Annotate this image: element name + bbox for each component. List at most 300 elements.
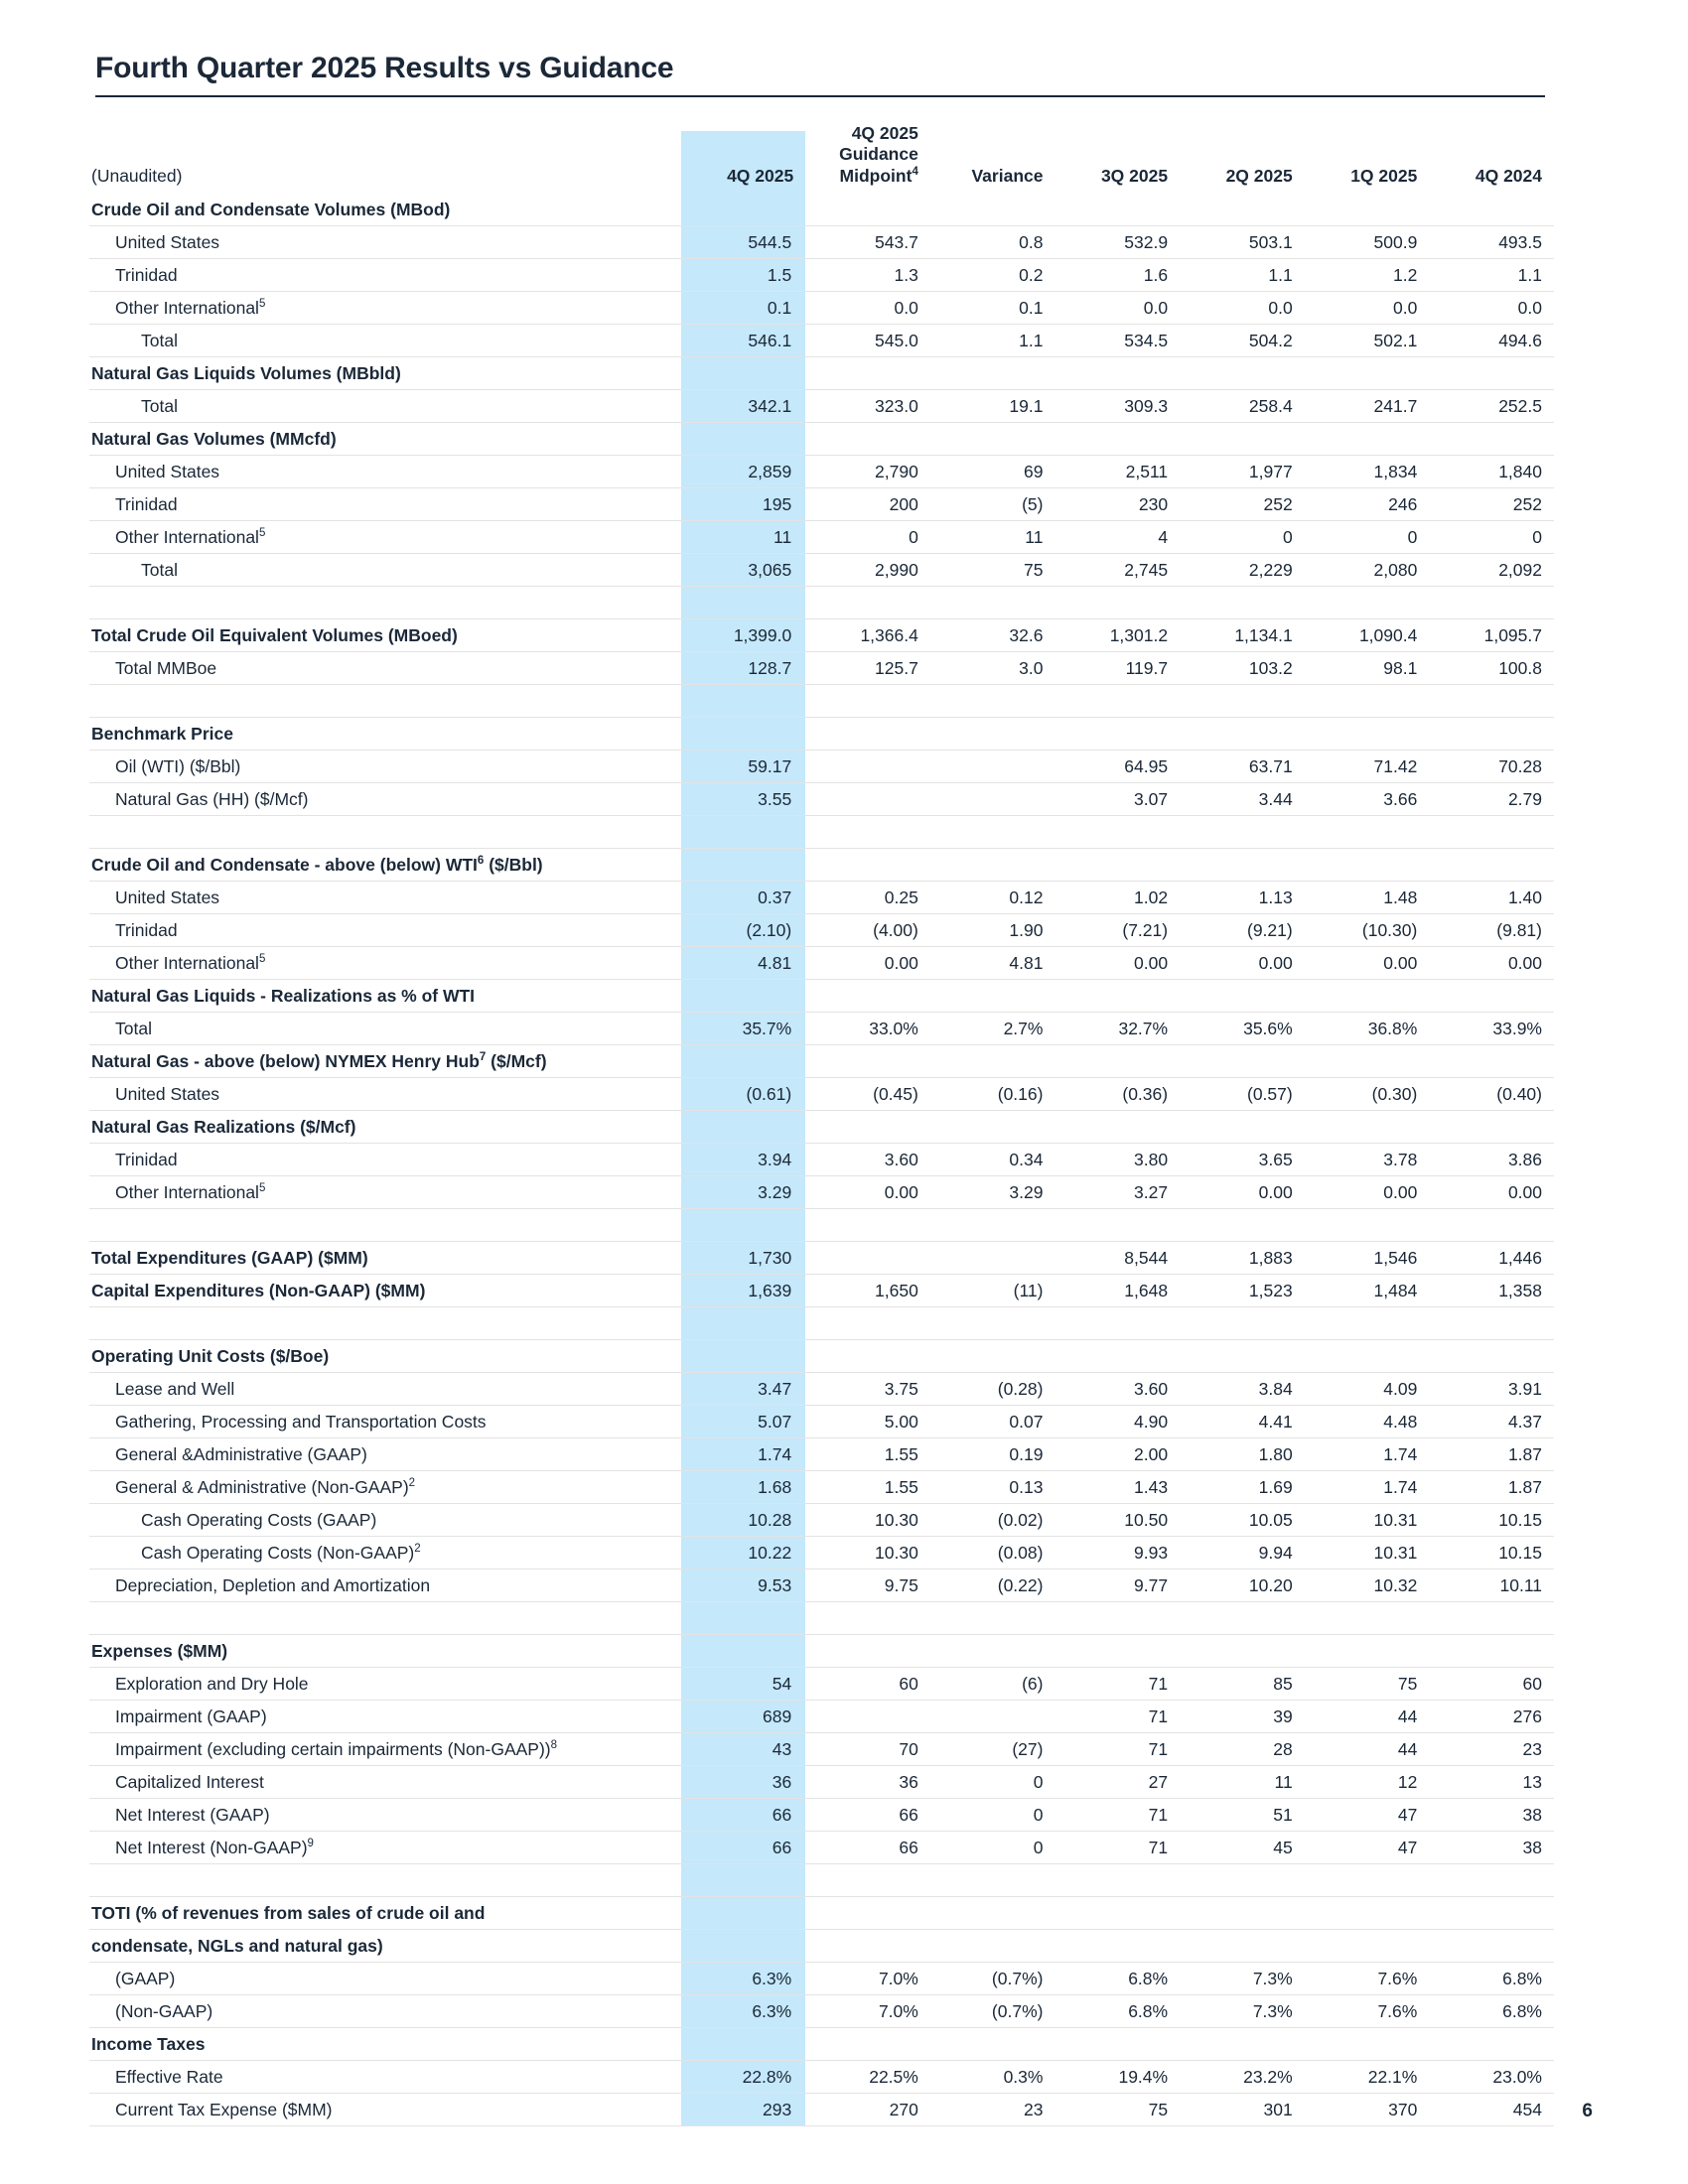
cell-value: 2,990 bbox=[805, 554, 930, 587]
cell-value: 0.1 bbox=[930, 292, 1055, 325]
unaudited-label: (Unaudited) bbox=[91, 165, 183, 186]
cell-value: 502.1 bbox=[1305, 325, 1430, 357]
cell-value: 7.6% bbox=[1305, 1995, 1430, 2028]
cell-value: (0.40) bbox=[1429, 1078, 1554, 1111]
cell-value: 10.28 bbox=[681, 1504, 806, 1537]
row-label: Income Taxes bbox=[89, 2028, 681, 2061]
col-header-2q2025-l3: 2Q 2025 bbox=[1225, 165, 1293, 186]
row-label: Natural Gas Liquids Volumes (MBbld) bbox=[89, 357, 681, 390]
col-header-variance bbox=[930, 121, 1055, 194]
cell-value: 128.7 bbox=[681, 652, 806, 685]
cell-value: 1,484 bbox=[1305, 1275, 1430, 1307]
cell-value bbox=[1429, 849, 1554, 882]
cell-value: 6.3% bbox=[681, 1963, 806, 1995]
cell-value: 4.48 bbox=[1305, 1406, 1430, 1438]
cell-value bbox=[930, 751, 1055, 783]
cell-value: 2,859 bbox=[681, 456, 806, 488]
cell-value: 8,544 bbox=[1055, 1242, 1180, 1275]
table-row bbox=[89, 882, 1554, 914]
cell-value: 1,358 bbox=[1429, 1275, 1554, 1307]
col-header-midpoint-l1: 4Q 2025 bbox=[851, 123, 918, 143]
cell-value: 1,730 bbox=[681, 1242, 806, 1275]
cell-value: 103.2 bbox=[1180, 652, 1305, 685]
cell-value: 2,745 bbox=[1055, 554, 1180, 587]
cell-value: 3.94 bbox=[681, 1144, 806, 1176]
cell-value: 0.8 bbox=[930, 226, 1055, 259]
cell-value: 1.3 bbox=[805, 259, 930, 292]
table-row bbox=[89, 1930, 1554, 1963]
cell-value bbox=[1429, 423, 1554, 456]
cell-value: (7.21) bbox=[1055, 914, 1180, 947]
cell-value: 32.7% bbox=[1055, 1013, 1180, 1045]
cell-value: 0 bbox=[1429, 521, 1554, 554]
cell-value: 1.55 bbox=[805, 1471, 930, 1504]
cell-value: 1,977 bbox=[1180, 456, 1305, 488]
cell-value: 1,399.0 bbox=[681, 619, 806, 652]
footnote-marker: 9 bbox=[307, 1838, 314, 1850]
row-label: Net Interest (GAAP) bbox=[89, 1799, 681, 1832]
cell-value: 10.20 bbox=[1180, 1570, 1305, 1602]
row-label: United States bbox=[89, 1078, 681, 1111]
cell-value: 252.5 bbox=[1429, 390, 1554, 423]
cell-value: 2.7% bbox=[930, 1013, 1055, 1045]
footnote-marker: 5 bbox=[258, 298, 266, 311]
cell-value bbox=[1305, 1635, 1430, 1668]
cell-value: (10.30) bbox=[1305, 914, 1430, 947]
cell-value: 3.80 bbox=[1055, 1144, 1180, 1176]
cell-value bbox=[1429, 1111, 1554, 1144]
cell-value: 0.34 bbox=[930, 1144, 1055, 1176]
col-header-4q2024 bbox=[1429, 121, 1554, 194]
row-label: Crude Oil and Condensate - above (below) WTI$^6$ ($/Bbl) bbox=[89, 849, 681, 882]
cell-value bbox=[1305, 718, 1430, 751]
cell-value: 10.31 bbox=[1305, 1537, 1430, 1570]
cell-value bbox=[1180, 1111, 1305, 1144]
spacer-cell bbox=[89, 1209, 1554, 1242]
cell-value: 9.93 bbox=[1055, 1537, 1180, 1570]
cell-value: 10.32 bbox=[1305, 1570, 1430, 1602]
cell-value: (0.61) bbox=[681, 1078, 806, 1111]
row-label-suffix: ($/Mcf) bbox=[486, 1051, 547, 1072]
cell-value bbox=[1055, 1897, 1180, 1930]
cell-value: 7.3% bbox=[1180, 1963, 1305, 1995]
row-label: Natural Gas Realizations ($/Mcf) bbox=[89, 1111, 681, 1144]
cell-value: (9.81) bbox=[1429, 914, 1554, 947]
cell-value: 23.0% bbox=[1429, 2061, 1554, 2094]
guidance-table-container bbox=[89, 121, 1554, 2126]
cell-value: 0.12 bbox=[930, 882, 1055, 914]
cell-value: 60 bbox=[1429, 1668, 1554, 1701]
row-label: Oil (WTI) ($/Bbl) bbox=[89, 751, 681, 783]
col-header-midpoint-text: Midpoint bbox=[839, 165, 913, 186]
cell-value: 230 bbox=[1055, 488, 1180, 521]
cell-value bbox=[1305, 849, 1430, 882]
table-spacer-row bbox=[89, 587, 1554, 619]
row-label: Natural Gas - above (below) NYMEX Henry Hub$^7$ ($/Mcf) bbox=[89, 1045, 681, 1078]
row-label: Natural Gas (HH) ($/Mcf) bbox=[89, 783, 681, 816]
spacer-cell bbox=[89, 816, 1554, 849]
cell-value: 5.07 bbox=[681, 1406, 806, 1438]
cell-value: 2,511 bbox=[1055, 456, 1180, 488]
cell-value: 11 bbox=[1180, 1766, 1305, 1799]
cell-value bbox=[1305, 423, 1430, 456]
cell-value: 195 bbox=[681, 488, 806, 521]
row-label: United States bbox=[89, 226, 681, 259]
cell-value bbox=[1305, 1111, 1430, 1144]
spacer-cell bbox=[89, 1307, 1554, 1340]
cell-value bbox=[1429, 1897, 1554, 1930]
table-row bbox=[89, 390, 1554, 423]
cell-value bbox=[930, 1111, 1055, 1144]
cell-value: 22.5% bbox=[805, 2061, 930, 2094]
cell-value bbox=[681, 194, 806, 226]
cell-value: 10.15 bbox=[1429, 1504, 1554, 1537]
row-label: Capitalized Interest bbox=[89, 1766, 681, 1799]
cell-value: 66 bbox=[805, 1799, 930, 1832]
cell-value: 19.4% bbox=[1055, 2061, 1180, 2094]
row-label: Other International$^5$ bbox=[89, 947, 681, 980]
col-header-4q2025-l3: 4Q 2025 bbox=[727, 165, 794, 186]
cell-value: 13 bbox=[1429, 1766, 1554, 1799]
cell-value bbox=[681, 357, 806, 390]
cell-value bbox=[1429, 1340, 1554, 1373]
cell-value: 5.00 bbox=[805, 1406, 930, 1438]
table-spacer-row bbox=[89, 1307, 1554, 1340]
table-row bbox=[89, 914, 1554, 947]
cell-value: 66 bbox=[805, 1832, 930, 1864]
table-row bbox=[89, 292, 1554, 325]
cell-value: 11 bbox=[930, 521, 1055, 554]
cell-value: 323.0 bbox=[805, 390, 930, 423]
table-row bbox=[89, 194, 1554, 226]
cell-value bbox=[681, 423, 806, 456]
cell-value: 69 bbox=[930, 456, 1055, 488]
cell-value bbox=[1429, 1045, 1554, 1078]
title-divider bbox=[95, 95, 1545, 97]
row-label: Gathering, Processing and Transportation Costs bbox=[89, 1406, 681, 1438]
spacer-cell bbox=[89, 685, 1554, 718]
cell-value bbox=[805, 1242, 930, 1275]
table-row bbox=[89, 1832, 1554, 1864]
cell-value: 1.2 bbox=[1305, 259, 1430, 292]
cell-value: 75 bbox=[1305, 1668, 1430, 1701]
cell-value: 2,080 bbox=[1305, 554, 1430, 587]
cell-value bbox=[1305, 980, 1430, 1013]
cell-value: 0.07 bbox=[930, 1406, 1055, 1438]
cell-value: 3.44 bbox=[1180, 783, 1305, 816]
table-row bbox=[89, 1733, 1554, 1766]
cell-value: 1.74 bbox=[1305, 1438, 1430, 1471]
cell-value: 0.0 bbox=[1055, 292, 1180, 325]
cell-value: 1.87 bbox=[1429, 1471, 1554, 1504]
cell-value: 3.29 bbox=[930, 1176, 1055, 1209]
cell-value bbox=[1180, 1930, 1305, 1963]
cell-value: 64.95 bbox=[1055, 751, 1180, 783]
table-row bbox=[89, 947, 1554, 980]
cell-value: 1,650 bbox=[805, 1275, 930, 1307]
cell-value bbox=[1055, 849, 1180, 882]
cell-value: 4.37 bbox=[1429, 1406, 1554, 1438]
table-row bbox=[89, 619, 1554, 652]
cell-value: 22.1% bbox=[1305, 2061, 1430, 2094]
cell-value: 6.8% bbox=[1429, 1963, 1554, 1995]
cell-value: 51 bbox=[1180, 1799, 1305, 1832]
cell-value: 4.90 bbox=[1055, 1406, 1180, 1438]
cell-value: 4.41 bbox=[1180, 1406, 1305, 1438]
cell-value: 71 bbox=[1055, 1701, 1180, 1733]
footnote-marker: 5 bbox=[258, 953, 266, 966]
row-label: Net Interest (Non-GAAP)$^9$ bbox=[89, 1832, 681, 1864]
cell-value: 35.7% bbox=[681, 1013, 806, 1045]
table-row bbox=[89, 521, 1554, 554]
table-row bbox=[89, 1537, 1554, 1570]
cell-value bbox=[1180, 357, 1305, 390]
cell-value: 270 bbox=[805, 2094, 930, 2126]
cell-value: 3.29 bbox=[681, 1176, 806, 1209]
cell-value: 0 bbox=[1305, 521, 1430, 554]
cell-value: (9.21) bbox=[1180, 914, 1305, 947]
cell-value: 36 bbox=[805, 1766, 930, 1799]
table-body bbox=[89, 194, 1554, 2126]
cell-value: 1,546 bbox=[1305, 1242, 1430, 1275]
cell-value bbox=[1180, 980, 1305, 1013]
cell-value bbox=[1055, 980, 1180, 1013]
cell-value bbox=[930, 423, 1055, 456]
cell-value: 98.1 bbox=[1305, 652, 1430, 685]
row-label: Capital Expenditures (Non-GAAP) ($MM) bbox=[89, 1275, 681, 1307]
cell-value bbox=[930, 1635, 1055, 1668]
cell-value: 10.05 bbox=[1180, 1504, 1305, 1537]
cell-value: 1.69 bbox=[1180, 1471, 1305, 1504]
table-row bbox=[89, 1668, 1554, 1701]
cell-value: 125.7 bbox=[805, 652, 930, 685]
row-label: (GAAP) bbox=[89, 1963, 681, 1995]
cell-value: 0.00 bbox=[1180, 947, 1305, 980]
table-row bbox=[89, 1176, 1554, 1209]
row-label: Natural Gas Liquids - Realizations as % of WTI bbox=[89, 980, 681, 1013]
cell-value bbox=[930, 357, 1055, 390]
cell-value: (0.57) bbox=[1180, 1078, 1305, 1111]
cell-value bbox=[681, 1635, 806, 1668]
cell-value: 3.47 bbox=[681, 1373, 806, 1406]
cell-value: 3.60 bbox=[1055, 1373, 1180, 1406]
cell-value: 4.81 bbox=[930, 947, 1055, 980]
row-label: United States bbox=[89, 456, 681, 488]
cell-value: 3.84 bbox=[1180, 1373, 1305, 1406]
table-row bbox=[89, 2094, 1554, 2126]
row-label: General & Administrative (Non-GAAP)$^2$ bbox=[89, 1471, 681, 1504]
cell-value bbox=[681, 1897, 806, 1930]
cell-value: 2,092 bbox=[1429, 554, 1554, 587]
cell-value: 0 bbox=[930, 1832, 1055, 1864]
cell-value: 1,134.1 bbox=[1180, 619, 1305, 652]
table-row bbox=[89, 1963, 1554, 1995]
cell-value: 543.7 bbox=[805, 226, 930, 259]
cell-value: 6.8% bbox=[1429, 1995, 1554, 2028]
cell-value: 38 bbox=[1429, 1799, 1554, 1832]
cell-value: 63.71 bbox=[1180, 751, 1305, 783]
table-header bbox=[89, 121, 1554, 194]
cell-value: 39 bbox=[1180, 1701, 1305, 1733]
cell-value bbox=[681, 1930, 806, 1963]
cell-value bbox=[805, 718, 930, 751]
row-label: Crude Oil and Condensate Volumes (MBod) bbox=[89, 194, 681, 226]
cell-value: 70.28 bbox=[1429, 751, 1554, 783]
cell-value bbox=[1055, 1930, 1180, 1963]
cell-value: 1,366.4 bbox=[805, 619, 930, 652]
cell-value: 1.48 bbox=[1305, 882, 1430, 914]
cell-value: 0.1 bbox=[681, 292, 806, 325]
table-spacer-row bbox=[89, 1602, 1554, 1635]
cell-value: (0.28) bbox=[930, 1373, 1055, 1406]
cell-value: 9.75 bbox=[805, 1570, 930, 1602]
row-label: Cash Operating Costs (GAAP) bbox=[89, 1504, 681, 1537]
cell-value bbox=[1429, 1930, 1554, 1963]
cell-value bbox=[805, 1897, 930, 1930]
cell-value: 1.74 bbox=[1305, 1471, 1430, 1504]
table-row bbox=[89, 849, 1554, 882]
cell-value: 85 bbox=[1180, 1668, 1305, 1701]
row-label: Current Tax Expense ($MM) bbox=[89, 2094, 681, 2126]
cell-value: 2,229 bbox=[1180, 554, 1305, 587]
table-row bbox=[89, 1471, 1554, 1504]
cell-value: 7.0% bbox=[805, 1963, 930, 1995]
cell-value: 23 bbox=[1429, 1733, 1554, 1766]
cell-value: 0.25 bbox=[805, 882, 930, 914]
cell-value: 10.50 bbox=[1055, 1504, 1180, 1537]
col-header-midpoint-l3 bbox=[805, 166, 918, 187]
row-label: Natural Gas Volumes (MMcfd) bbox=[89, 423, 681, 456]
row-label: Other International$^5$ bbox=[89, 521, 681, 554]
cell-value bbox=[1180, 1340, 1305, 1373]
row-label: Total bbox=[89, 554, 681, 587]
page-number: 6 bbox=[1582, 2101, 1593, 2121]
cell-value bbox=[1180, 1635, 1305, 1668]
row-label: Other International$^5$ bbox=[89, 1176, 681, 1209]
cell-value: (2.10) bbox=[681, 914, 806, 947]
col-header-3q2025 bbox=[1055, 121, 1180, 194]
table-row bbox=[89, 456, 1554, 488]
table-spacer-row bbox=[89, 1864, 1554, 1897]
cell-value bbox=[1305, 1045, 1430, 1078]
row-label: General &Administrative (GAAP) bbox=[89, 1438, 681, 1471]
cell-value: 36 bbox=[681, 1766, 806, 1799]
cell-value bbox=[805, 783, 930, 816]
cell-value bbox=[1180, 1045, 1305, 1078]
row-label: Exploration and Dry Hole bbox=[89, 1668, 681, 1701]
cell-value: 10.30 bbox=[805, 1537, 930, 1570]
cell-value bbox=[1055, 2028, 1180, 2061]
cell-value: 71 bbox=[1055, 1832, 1180, 1864]
table-row bbox=[89, 488, 1554, 521]
cell-value bbox=[1055, 1111, 1180, 1144]
cell-value bbox=[1055, 194, 1180, 226]
cell-value: 1.1 bbox=[930, 325, 1055, 357]
cell-value: (6) bbox=[930, 1668, 1055, 1701]
cell-value: 3.60 bbox=[805, 1144, 930, 1176]
cell-value: 23 bbox=[930, 2094, 1055, 2126]
cell-value bbox=[930, 783, 1055, 816]
cell-value: 0.00 bbox=[805, 947, 930, 980]
cell-value: 301 bbox=[1180, 2094, 1305, 2126]
cell-value bbox=[1180, 194, 1305, 226]
cell-value: 370 bbox=[1305, 2094, 1430, 2126]
table-row bbox=[89, 652, 1554, 685]
row-label: Impairment (excluding certain impairments (Non-GAAP))$^8$ bbox=[89, 1733, 681, 1766]
cell-value bbox=[805, 980, 930, 1013]
cell-value: 45 bbox=[1180, 1832, 1305, 1864]
cell-value: 689 bbox=[681, 1701, 806, 1733]
cell-value bbox=[1180, 423, 1305, 456]
cell-value: 246 bbox=[1305, 488, 1430, 521]
results-vs-guidance-table bbox=[89, 121, 1554, 2126]
table-row bbox=[89, 1111, 1554, 1144]
cell-value bbox=[1429, 357, 1554, 390]
table-row bbox=[89, 980, 1554, 1013]
cell-value: 1.80 bbox=[1180, 1438, 1305, 1471]
cell-value bbox=[681, 718, 806, 751]
cell-value: 7.3% bbox=[1180, 1995, 1305, 2028]
cell-value: 11 bbox=[681, 521, 806, 554]
cell-value: 342.1 bbox=[681, 390, 806, 423]
cell-value bbox=[805, 1045, 930, 1078]
cell-value: 0 bbox=[930, 1799, 1055, 1832]
row-label: Benchmark Price bbox=[89, 718, 681, 751]
cell-value: 66 bbox=[681, 1832, 806, 1864]
cell-value bbox=[681, 980, 806, 1013]
cell-value: 22.8% bbox=[681, 2061, 806, 2094]
row-label: Trinidad bbox=[89, 914, 681, 947]
cell-value: 10.11 bbox=[1429, 1570, 1554, 1602]
cell-value: 3.91 bbox=[1429, 1373, 1554, 1406]
cell-value bbox=[1429, 1635, 1554, 1668]
cell-value: 27 bbox=[1055, 1766, 1180, 1799]
row-label: Impairment (GAAP) bbox=[89, 1701, 681, 1733]
cell-value bbox=[1429, 2028, 1554, 2061]
cell-value: 10.31 bbox=[1305, 1504, 1430, 1537]
cell-value bbox=[1055, 1340, 1180, 1373]
cell-value: 546.1 bbox=[681, 325, 806, 357]
cell-value: 504.2 bbox=[1180, 325, 1305, 357]
cell-value: 43 bbox=[681, 1733, 806, 1766]
row-label: Effective Rate bbox=[89, 2061, 681, 2094]
table-row bbox=[89, 226, 1554, 259]
cell-value bbox=[1055, 423, 1180, 456]
cell-value: 532.9 bbox=[1055, 226, 1180, 259]
table-row bbox=[89, 554, 1554, 587]
cell-value: 0.2 bbox=[930, 259, 1055, 292]
cell-value: 544.5 bbox=[681, 226, 806, 259]
row-label: Total bbox=[89, 1013, 681, 1045]
cell-value bbox=[1055, 357, 1180, 390]
cell-value: 3.65 bbox=[1180, 1144, 1305, 1176]
header-row bbox=[89, 121, 1554, 194]
cell-value bbox=[1305, 2028, 1430, 2061]
cell-value: 0.00 bbox=[1429, 1176, 1554, 1209]
cell-value: 1.02 bbox=[1055, 882, 1180, 914]
cell-value: 0.00 bbox=[1305, 947, 1430, 980]
cell-value: 71 bbox=[1055, 1799, 1180, 1832]
table-row bbox=[89, 2028, 1554, 2061]
cell-value bbox=[1055, 718, 1180, 751]
title-block bbox=[95, 52, 1555, 97]
cell-value: 71 bbox=[1055, 1668, 1180, 1701]
cell-value: 0.19 bbox=[930, 1438, 1055, 1471]
cell-value: 241.7 bbox=[1305, 390, 1430, 423]
cell-value: 4.81 bbox=[681, 947, 806, 980]
cell-value: 6.8% bbox=[1055, 1995, 1180, 2028]
cell-value: 1,639 bbox=[681, 1275, 806, 1307]
